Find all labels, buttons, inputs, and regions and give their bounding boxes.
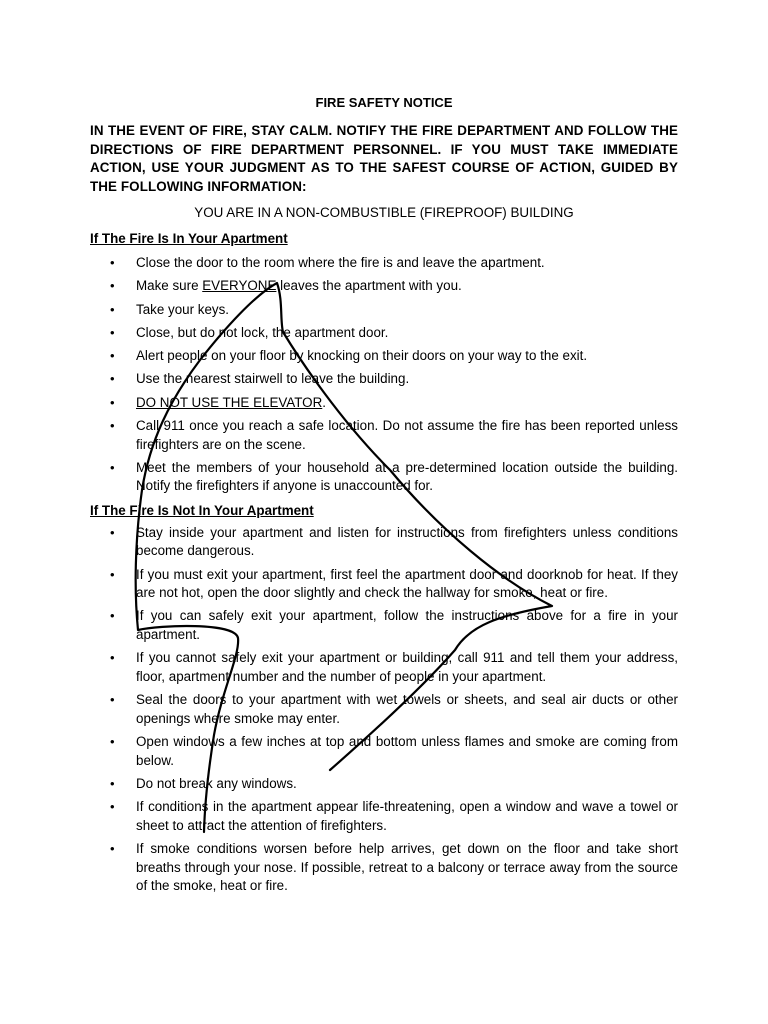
list-item-text: Seal the doors to your apartment with wet towels or sheets, and seal air ducts or other openings where smoke may enter. [136,692,678,726]
list-item-text: Make sure [136,278,203,294]
bullet-icon: • [110,324,115,340]
bullet-icon: • [110,775,115,791]
bullet-icon: • [110,278,115,294]
bullet-icon: • [110,459,115,475]
building-type-line: YOU ARE IN A NON-COMBUSTIBLE (FIREPROOF) BUILDING [194,205,574,220]
list-item-text: Do not break any windows. [136,775,297,791]
list-fire-not-in-apartment [90,524,678,896]
list-item [90,691,678,728]
list-item-text: Close the door to the room where the fire is and leave the apartment. [136,255,545,270]
list-item-text: leaves the apartment with you. [276,278,462,294]
emphasized-text: DO NOT USE THE ELEVATOR [136,394,323,410]
list-item [90,254,678,273]
bullet-icon: • [110,348,115,364]
list-item [90,324,678,343]
list-item [90,566,678,603]
list-item [90,347,678,366]
list-item [90,775,678,794]
list-item [90,370,678,389]
list-item-text: If smoke conditions worsen before help arrives, get down on the floor and take short breaths through your nose. If possible, retreat to a balcony or terrace away from the source of the smoke, heat or fire. [136,841,678,894]
list-item-text: If you must exit your apartment, first feel the apartment door and doorknob for heat. If they are not hot, open the door slightly and check the hallway for smoke, heat or fire. [136,566,678,601]
list-item-text: If conditions in the apartment appear life-threatening, open a window and wave a towel or sheet to attract the attention of firefighters. [136,799,678,833]
list-item-text: Stay inside your apartment and listen for instructions from firefighters unless conditions become dangerous. [136,524,678,559]
bullet-icon: • [110,841,115,857]
bullet-icon: • [110,692,115,708]
list-item [90,417,678,454]
bullet-icon: • [110,799,115,815]
bullet-icon: • [110,524,115,540]
list-item-text: Alert people on your floor by knocking on their doors on your way to the exit. [136,348,588,364]
list-item-text: Call 911 once you reach a safe location. Do not assume the fire has been reported unless firefighters are on the scene. [136,417,678,452]
list-item-text: Close, but do not lock, the apartment door. [136,324,389,340]
section-heading-fire-not-in-apartment: If The Fire Is Not In Your Apartment [90,502,314,518]
list-item [90,394,678,413]
bullet-icon: • [110,301,115,317]
list-item-text: Take your keys. [136,301,230,317]
bullet-icon: • [110,734,115,750]
document-page [90,95,678,901]
list-item [90,649,678,686]
list-item [90,840,678,896]
list-item-text: Use the nearest stairwell to leave the building. [136,371,410,387]
bullet-icon: • [110,566,115,582]
list-item [90,524,678,561]
bullet-icon: • [110,255,115,270]
list-item-text: If you can safely exit your apartment, follow the instructions above for a fire in your apartment. [136,608,678,643]
bullet-icon: • [110,417,115,433]
bullet-icon: • [110,371,115,387]
list-item [90,733,678,770]
list-item [90,301,678,320]
list-item [90,459,678,496]
intro-paragraph: IN THE EVENT OF FIRE, STAY CALM. NOTIFY THE FIRE DEPARTMENT AND FOLLOW THE DIRECTIONS OF FIRE DEPARTMENT PERSONNEL. IF YOU MUST TAKE IMMEDIATE ACTION, USE YOUR JUDGMENT AS TO THE SAFEST COURSE OF ACTION, GUIDED BY THE FOLLOWING INFORMATION: [90,123,678,194]
bullet-icon: • [110,608,115,624]
bullet-icon: • [110,394,115,410]
emphasized-text: EVERYONE [202,278,277,294]
bullet-icon: • [110,650,115,666]
list-item-text: Open windows a few inches at top and bottom unless flames and smoke are coming from below. [136,734,678,768]
section-heading-fire-in-apartment: If The Fire Is In Your Apartment [90,231,288,246]
list-fire-in-apartment [90,254,678,496]
list-item [90,607,678,644]
list-item-text: Meet the members of your household at a pre-determined location outside the building. Notify the firefighters if anyone is unaccounted for. [136,459,678,494]
list-item-text: . [322,394,327,410]
list-item [90,798,678,835]
list-item [90,277,678,296]
list-item-text: If you cannot safely exit your apartment or building, call 911 and tell them your address, floor, apartment number and the number of people in your apartment. [136,650,678,684]
document-title: FIRE SAFETY NOTICE [315,95,453,110]
